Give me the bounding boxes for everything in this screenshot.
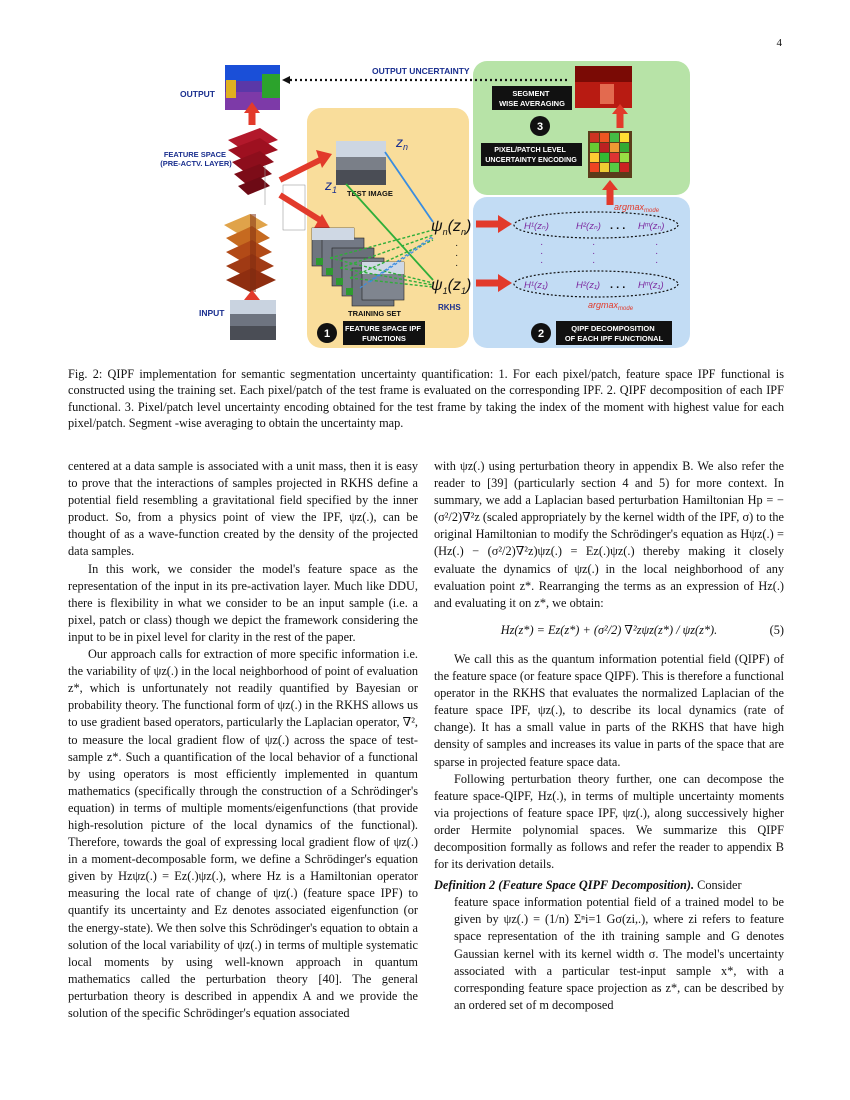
label-output-uncertainty: OUTPUT UNCERTAINTY <box>372 66 470 76</box>
label-psi-1: $\psi_1(z_1)$ <box>431 277 472 296</box>
svg-text:·: · <box>540 239 544 250</box>
svg-text:2: 2 <box>537 328 545 340</box>
encoding-grid <box>588 131 632 178</box>
svg-text:. . .: . . . <box>610 279 626 291</box>
svg-text:·: · <box>592 239 596 250</box>
right-paragraph-3: Following perturbation theory further, one can decompose the feature space-QIPF, Hz(.), in terms of multiple uncertainty moments via projections of feature space IPF, ψz(.), along successively higher order Hermite polynomial spaces. We summarize this QIPF decomposition formally as follows and refer the reader to appendix B for its derivation details. <box>434 771 784 872</box>
left-paragraph-3: Our approach calls for extraction of more specific information i.e. the variability of ψz(.) in the local neighborhood of point of evaluation z*, which is unfortunately not readily quantified by Bayesian or probability theory. The functional form of ψz(.) in the RKHS allows us to use gradient based operators, particularly the Laplacian operator, ∇², to measure the local gradient flow of ψz(.) across the space of test-sample z*. Such a quantification of the local behavior of a functional by using operators is most efficiently implemented in quantum mathematics (specifically through the construction of a Schrödinger's equation) in terms of multiple moments/eigenfunctions (that provide high-resolution picture of the local dynamics of the functional). Therefore, towards the goal of expressing local gradient flow of ψz(.) in a moment-decomposable form, we define a Schrödinger's equation given by Hzψz(.) = Ez(.)ψz(.), where Hz is a Hamiltonian operator measuring the local rate of change of ψz(.) (feature space IPF) to quantify its uncertainty and Ez denotes associated eigenfunction (or the energy-state). We then solve this Schrödinger's equation to obtain a solution of the local variability of ψz(.) in terms of multiple systematic local moments by using well-known approach in quantum mathematics called the perturbation theory [40]. The general perturbation theory is described in appendix A and we provide the solution of the specific Schrödinger's equation associated <box>68 647 418 1020</box>
left-paragraph-1: centered at a data sample is associated with a unit mass, then it is easy to prove that the interactions of samples projected in RKHS define a potential field resembling a gravitational field specified by the inner product. So, from a physics point of view the IPF, ψz(.), can be thought of as a wave-function created by the density of the projected data samples. <box>68 459 418 559</box>
h1-bottom: H¹(z₁) <box>524 280 549 291</box>
label-argmax-bottom: argmax$_{mode}$ <box>588 300 634 312</box>
definition-2-first-word: Consider <box>697 878 742 893</box>
label-input: INPUT <box>199 308 225 318</box>
right-paragraph-1: with ψz(.) using perturbation theory in appendix B. We also refer the reader to [39] (particularly section 4 and 5) for more context. In summary, we add a Laplacian based perturbation Hamiltonian Hp = −(σ²/2)∇²z (scaled appropriately by the kernel width of the IPF, σ) to the original Hamiltonian to modify the Schrödinger's equation as Hψz(.) = (Hz(.) − (σ²/2)∇²z)ψz(.) = Ez(.)ψz(.) thereby making it closely evaluate the dynamics of ψz(.) in the local neighborhood of any evaluation point z*. Rearranging the terms as an expression of Hz(.) and evaluating it on z*, we obtain: <box>434 459 784 610</box>
label-output: OUTPUT <box>180 89 215 99</box>
right-paragraph-2: We call this as the quantum information potential field (QIPF) of the feature space (or feature space QIPF). This is therefore a functional operator in the RKHS that evaluates the normalized Laplacian of the feature space IPF, ψz(.), to describe its local dynamics (rate of change). It has a small value in parts of the RKHS that have high density of samples and increases its value in parts of the space that are sparse in projected feature space data. <box>434 651 784 769</box>
label-feature-space: FEATURE SPACE (PRE-ACTV. LAYER) <box>160 150 232 168</box>
svg-text:·: · <box>655 257 659 268</box>
label-zn: $z_n$ <box>396 134 409 152</box>
svg-text:·: · <box>540 248 544 259</box>
label-training-set: TRAINING SET <box>348 309 401 318</box>
figure-caption: Fig. 2: QIPF implementation for semantic segmentation uncertainty quantification: 1. For each pixel/patch, feature space IPF functional is constructed using the training set. Each pixel/patch of the test frame is evaluated on the corresponding IPF. 2. QIPF decomposition of each IPF functional. 3. Pixel/patch level uncertainty encoding obtained for the test frame by taking the index of the moment with highest value for each pixel/patch. Segment -wise averaging to obtain the uncertainty map. <box>68 367 784 431</box>
svg-text:·: · <box>655 248 659 259</box>
svg-text:. . .: . . . <box>610 220 626 232</box>
svg-text:·: · <box>455 250 459 261</box>
label-psi-n: $\psi_n(z_n)$ <box>431 218 472 237</box>
svg-text:·: · <box>455 240 459 251</box>
equation-5 <box>434 622 784 639</box>
label-encoding: PIXEL/PATCH LEVEL UNCERTAINTY ENCODING <box>485 145 577 164</box>
svg-text:·: · <box>592 248 596 259</box>
definition-2-heading: Definition 2 (Feature Space QIPF Decomposition). <box>434 878 695 893</box>
h2-bottom: H²(z₁) <box>576 280 601 291</box>
hm-bottom: Hᵐ(z₁) <box>638 280 664 291</box>
equation-5-body: Hz(z*) = Ez(z*) + (σ²/2) ∇²zψz(z*) / ψz(z*). <box>500 622 718 637</box>
svg-text:·: · <box>455 260 459 271</box>
network-stack <box>224 128 278 292</box>
right-column <box>434 458 784 1014</box>
left-column <box>68 458 418 1022</box>
label-step-2: QIPF DECOMPOSITION OF EACH IPF FUNCTIONAL <box>564 324 664 343</box>
svg-text:·: · <box>592 257 596 268</box>
definition-2 <box>434 877 784 1014</box>
label-z1: $z_1$ <box>325 177 338 195</box>
hm-top: Hᵐ(zₙ) <box>638 221 665 232</box>
left-paragraph-2: In this work, we consider the model's feature space as the representation of the input in its pre-activation layer. Much like DDU, there is flexibility in what we consider to be an input sample (i.e. a pixel, patch or class) though we depict the framework considering the input to be in pixel level for clarity in the rest of the paper. <box>68 561 418 644</box>
definition-2-body: feature space information potential field of a trained model to be given by ψz(.) = (1/n) Σⁿi=1 Gσ(zi,.), where zi refers to feature space representation of the ith training sample and G denotes Gaussian kernel with its kernel width σ. The model's uncertainty associated with a particular test-input sample x*, with a corresponding feature space projection as z*, can be described by an ordered set of m decomposed <box>454 895 784 1012</box>
label-rkhs: RKHS <box>438 303 461 312</box>
label-argmax-top: argmax$_{mode}$ <box>614 202 660 214</box>
svg-text:·: · <box>655 239 659 250</box>
svg-text:1: 1 <box>323 328 331 340</box>
h1-top: H¹(zₙ) <box>524 221 549 232</box>
figure-qipf-pipeline <box>0 0 850 360</box>
page-number: 4 <box>776 37 782 49</box>
svg-text:3: 3 <box>536 121 544 133</box>
label-segment-averaging: SEGMENT WISE AVERAGING <box>499 89 565 108</box>
label-test-image: TEST IMAGE <box>347 189 393 198</box>
svg-text:·: · <box>540 257 544 268</box>
equation-5-number: (5) <box>769 622 784 637</box>
h2-top: H²(zₙ) <box>576 221 601 232</box>
label-step-1: FEATURE SPACE IPF FUNCTIONS <box>344 324 421 343</box>
